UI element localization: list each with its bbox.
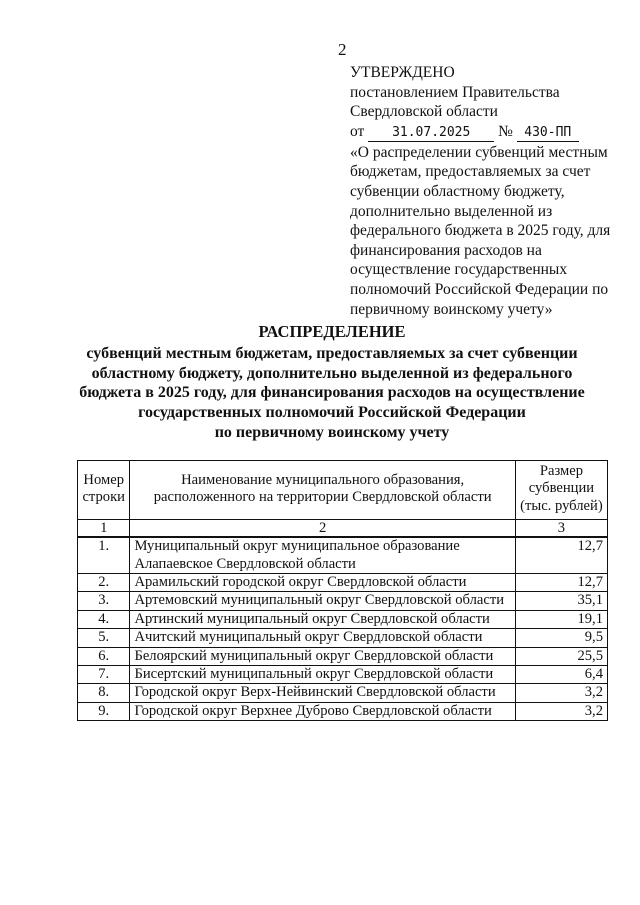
row-num: 4. bbox=[78, 610, 130, 628]
row-amount: 25,5 bbox=[515, 647, 607, 665]
row-amount: 12,7 bbox=[515, 537, 607, 573]
row-name: Артинский муниципальный округ Свердловской области bbox=[130, 610, 515, 628]
date-prefix: от bbox=[350, 122, 365, 140]
approval-date-line bbox=[350, 122, 612, 142]
approval-line-1: постановлением Правительства bbox=[350, 83, 560, 101]
row-name: Муниципальный округ муниципальное образование Алапаевское Свердловской области bbox=[130, 537, 515, 573]
approval-block bbox=[350, 63, 612, 319]
page-number: 2 bbox=[338, 40, 347, 59]
row-amount: 35,1 bbox=[515, 592, 607, 610]
title-line-1: субвенций местным бюджетам, предоставляемых за счет субвенции bbox=[86, 344, 578, 362]
index-col-3: 3 bbox=[515, 520, 607, 538]
row-num: 3. bbox=[78, 592, 130, 610]
row-num: 9. bbox=[78, 702, 130, 720]
table-index-row bbox=[78, 520, 608, 538]
row-amount: 3,2 bbox=[515, 684, 607, 702]
header-name: Наименование муниципального образования, расположенного на территории Свердловской области bbox=[130, 461, 515, 520]
approval-heading: УТВЕРЖДЕНО bbox=[350, 64, 455, 81]
row-num: 8. bbox=[78, 684, 130, 702]
distribution-table bbox=[77, 460, 608, 721]
index-col-2: 2 bbox=[130, 520, 515, 538]
row-num: 1. bbox=[78, 537, 130, 573]
row-num: 2. bbox=[78, 574, 130, 592]
row-name: Белоярский муниципальный округ Свердловской области bbox=[130, 647, 515, 665]
row-amount: 3,2 bbox=[515, 702, 607, 720]
row-num: 7. bbox=[78, 666, 130, 684]
row-amount: 6,4 bbox=[515, 666, 607, 684]
document-title bbox=[60, 322, 604, 443]
title-line-4: государственных полномочий Российской Федерации bbox=[138, 404, 526, 422]
table-row bbox=[78, 684, 608, 702]
header-num: Номер строки bbox=[78, 461, 130, 520]
table-row bbox=[78, 610, 608, 628]
row-num: 6. bbox=[78, 647, 130, 665]
header-amount: Размер субвенции (тыс. рублей) bbox=[515, 461, 607, 520]
table-row bbox=[78, 702, 608, 720]
date-value: 31.07.2025 bbox=[368, 125, 494, 142]
number-prefix: № bbox=[498, 122, 513, 140]
row-name: Арамильский городской округ Свердловской области bbox=[130, 574, 515, 592]
row-name: Артемовский муниципальный округ Свердловской области bbox=[130, 592, 515, 610]
title-line-2: областному бюджету, дополнительно выделенной из федерального bbox=[91, 364, 573, 382]
table-row bbox=[78, 574, 608, 592]
approval-line-2: Свердловской области bbox=[350, 103, 498, 121]
row-name: Городской округ Верх-Нейвинский Свердловской области bbox=[130, 684, 515, 702]
row-amount: 19,1 bbox=[515, 610, 607, 628]
title-main: РАСПРЕДЕЛЕНИЕ bbox=[258, 322, 406, 341]
row-amount: 9,5 bbox=[515, 629, 607, 647]
table-row bbox=[78, 629, 608, 647]
row-num: 5. bbox=[78, 629, 130, 647]
title-line-3: бюджета в 2025 году, для финансирования расходов на осуществление bbox=[79, 384, 585, 402]
table-header-row bbox=[78, 461, 608, 520]
table-row bbox=[78, 666, 608, 684]
resolution-title: «О распределении субвенций местным бюджетам, предоставляемых за счет субвенции областному бюджету, дополнительно выделенной из федерального бюджета в 2025 году, для финансирования расходов на осуществление государственных полномочий Российской Федерации по первичному воинскому учету» bbox=[350, 143, 611, 318]
number-value: 430-ПП bbox=[517, 125, 579, 142]
index-col-1: 1 bbox=[78, 520, 130, 538]
row-name: Ачитский муниципальный округ Свердловской области bbox=[130, 629, 515, 647]
row-name: Бисертский муниципальный округ Свердловской области bbox=[130, 666, 515, 684]
row-amount: 12,7 bbox=[515, 574, 607, 592]
table-row bbox=[78, 592, 608, 610]
row-name: Городской округ Верхнее Дуброво Свердловской области bbox=[130, 702, 515, 720]
title-line-5: по первичному воинскому учету bbox=[214, 423, 450, 441]
table-row bbox=[78, 647, 608, 665]
table-row bbox=[78, 537, 608, 573]
